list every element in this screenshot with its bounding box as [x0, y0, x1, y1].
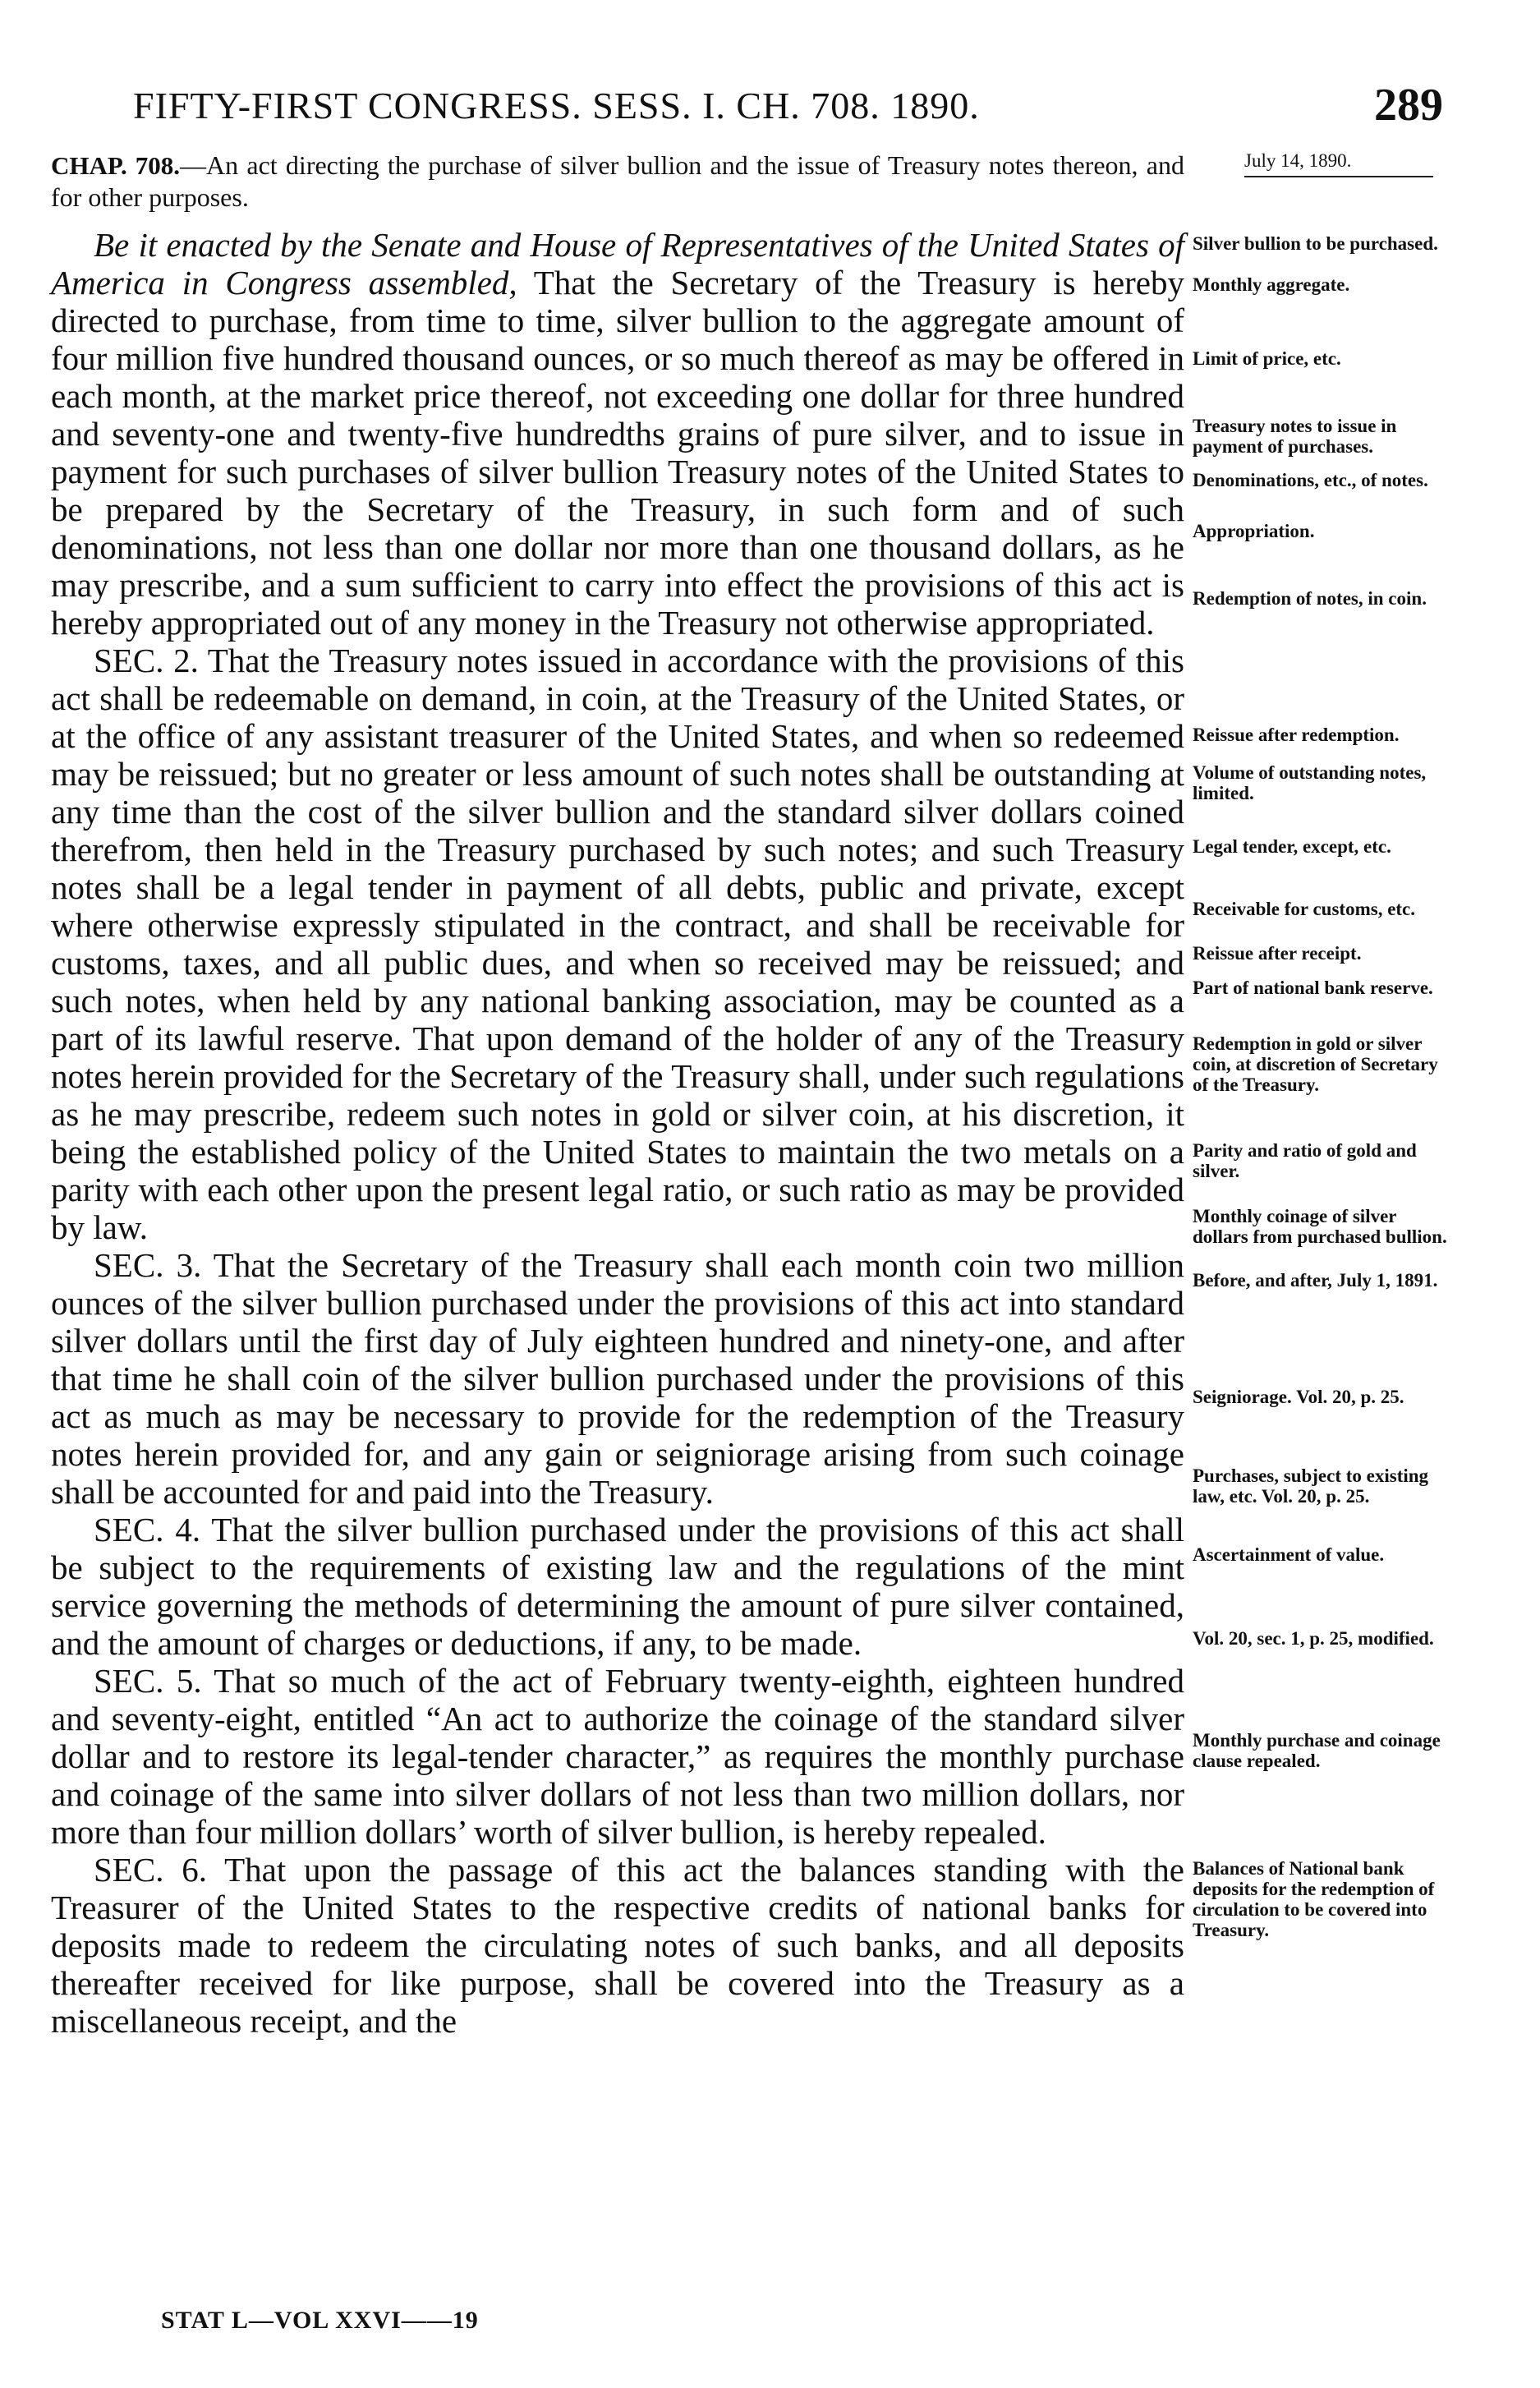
- section-label: SEC. 5.: [94, 1662, 202, 1700]
- margin-note: Monthly purchase and coinage clause repealed.: [1193, 1730, 1441, 1771]
- margin-note: Monthly coinage of silver dollars from purchased bullion.: [1193, 1206, 1447, 1247]
- section-text: That the silver bullion purchased under the provisions of this act shall be subject to the requirements of existing law and the regulations of the mint service governing the methods of determining the amount of pure silver contained, and the amount of charges or deductions, if any, to be made.: [51, 1511, 1184, 1662]
- margin-note: Appropriation.: [1193, 521, 1315, 541]
- margin-note: Redemption of notes, in coin.: [1193, 588, 1427, 609]
- section-label: SEC. 6.: [94, 1851, 207, 1889]
- chapter-label: CHAP. 708.: [51, 151, 180, 180]
- section-text: That upon the passage of this act the balances standing with the Treasurer of the United States to the respective credits of national banks for deposits made to redeem the circulating notes of such banks, and all deposits thereafter received for like purpose, shall be covered into the Treasury as a miscellaneous receipt, and the: [51, 1851, 1184, 2040]
- chapter-heading: [51, 150, 1184, 213]
- section-text: That the Secretary of the Treasury shall each month coin two million ounces of the silver bullion purchased under the provisions of this act into standard silver dollars until the first day of July eighteen hundred and ninety-one, and after that time he shall coin of the silver bullion purchased under the provisions of this act as much as may be necessary to provide for the redemption of the Treasury notes herein provided for, and any gain or seigniorage arising from such coinage shall be accounted for and paid into the Treasury.: [51, 1246, 1184, 1511]
- section-4: [51, 1511, 1184, 1662]
- running-head-title: FIFTY-FIRST CONGRESS. SESS. I. CH. 708. 1890.: [133, 85, 980, 127]
- margin-note: Ascertainment of value.: [1193, 1544, 1385, 1565]
- section-6: [51, 1851, 1184, 2040]
- margin-note: Monthly aggregate.: [1193, 274, 1350, 295]
- margin-note: Silver bullion to be purchased.: [1193, 233, 1438, 254]
- section-label: SEC. 2.: [94, 642, 199, 679]
- section-label: SEC. 4.: [94, 1511, 201, 1548]
- margin-note: Reissue after receipt.: [1193, 943, 1362, 964]
- section-1-text: That the Secretary of the Treasury is hereby directed to purchase, from time to time, silver bullion to the aggregate amount of four million five hundred thousand ounces, or so much thereof as may be offered in each month, at the market price thereof, not exceeding one dollar for three hundred and seventy-one and twenty-five hundredths grains of pure silver, and to issue in payment for such purchases of silver bullion Treasury notes of the United States to be prepared by the Secretary of the Treasury, in such form and of such denominations, not less than one dollar nor more than one thousand dollars, as he may prescribe, and a sum sufficient to carry into effect the provisions of this act is hereby appropriated out of any money in the Treasury not otherwise appropriated.: [51, 264, 1184, 642]
- margin-note: Receivable for customs, etc.: [1193, 899, 1416, 919]
- margin-note: Redemption in gold or silver coin, at discretion of Secretary of the Treasury.: [1193, 1033, 1438, 1095]
- statute-text: [51, 150, 1184, 2040]
- section-label: SEC. 3.: [94, 1246, 202, 1284]
- margin-note: Legal tender, except, etc.: [1193, 836, 1391, 857]
- margin-note: Part of national bank reserve.: [1193, 978, 1433, 998]
- margin-note: Seigniorage. Vol. 20, p. 25.: [1193, 1387, 1404, 1407]
- section-3: [51, 1246, 1184, 1511]
- margin-note: Treasury notes to issue in payment of purchases.: [1193, 416, 1397, 457]
- margin-note: Vol. 20, sec. 1, p. 25, modified.: [1193, 1628, 1434, 1649]
- margin-note: Limit of price, etc.: [1193, 348, 1341, 369]
- signature-line: STAT L—VOL XXVI——19: [161, 2307, 479, 2334]
- chapter-title: —An act directing the purchase of silver bullion and the issue of Treasury notes thereon, and for other purposes.: [51, 150, 1185, 212]
- page-number: 289: [1374, 80, 1443, 131]
- margin-note: Reissue after redemption.: [1193, 725, 1400, 745]
- section-text: That so much of the act of February twenty-eighth, eighteen hundred and seventy-eight, entitled “An act to authorize the coinage of the standard silver dollar and to restore its legal-tender character,” as requires the monthly purchase and coinage of the same into silver dollars of not less than two million dollars, nor more than four million dollars’ worth of silver bullion, is hereby repealed.: [51, 1662, 1184, 1851]
- margin-note: Purchases, subject to existing law, etc. Vol. 20, p. 25.: [1193, 1465, 1429, 1507]
- section-text: That the Treasury notes issued in accordance with the provisions of this act shall be redeemable on demand, in coin, at the Treasury of the United States, or at the office of any assistant treasurer of the United States, and when so redeemed may be reissued; but no greater or less amount of such notes shall be outstanding at any time than the cost of the silver bullion and the standard silver dollars coined therefrom, then held in the Treasury purchased by such notes; and such Treasury notes shall be a legal tender in payment of all debts, public and private, except where otherwise expressly stipulated in the contract, and shall be receivable for customs, taxes, and all public dues, and when so received may be reissued; and such notes, when held by any national banking association, may be counted as a part of its lawful reserve. That upon demand of the holder of any of the Treasury notes herein provided for the Secretary of the Treasury shall, under such regulations as he may prescribe, redeem such notes in gold or silver coin, at his discretion, it being the established policy of the United States to maintain the two metals on a parity with each other upon the present legal ratio, or such ratio as may be provided by law.: [51, 642, 1184, 1246]
- enacting-clause: Be it enacted by the Senate and House of Representatives of the United States of America in Congress assembled,: [51, 226, 1184, 301]
- margin-note: Volume of outstanding notes, limited.: [1193, 762, 1427, 803]
- margin-note: Before, and after, July 1, 1891.: [1193, 1270, 1438, 1291]
- section-2: [51, 642, 1184, 1246]
- margin-note: Parity and ratio of gold and silver.: [1193, 1140, 1417, 1181]
- section-5: [51, 1662, 1184, 1851]
- enactment-date: July 14, 1890.: [1244, 150, 1433, 177]
- section-1: [51, 226, 1184, 642]
- margin-note: Denominations, etc., of notes.: [1193, 470, 1428, 490]
- running-head: [133, 79, 1443, 136]
- margin-note: Balances of National bank deposits for the redemption of circulation to be covered into Treasury.: [1193, 1858, 1435, 1940]
